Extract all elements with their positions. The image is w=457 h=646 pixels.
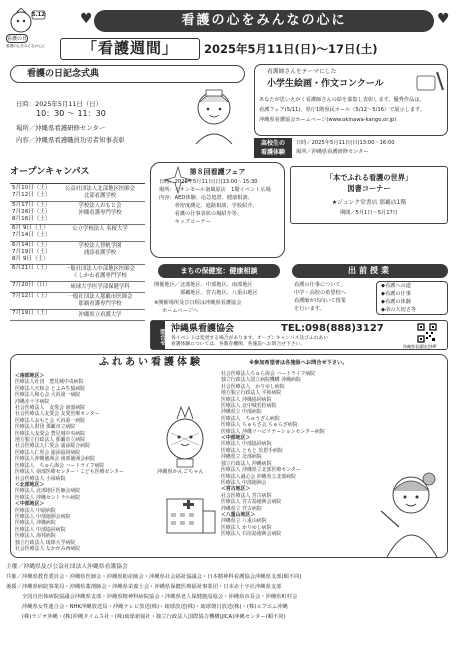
badge-date: 5.12 [32, 12, 45, 18]
facility-item: 医療法人 宮古島徳洲会病院 [221, 499, 282, 506]
clinic-title: まちの保健室：健康相談 [158, 264, 280, 278]
hs-experience [248, 138, 448, 160]
facility-item: 医療法人誠心会 沖縄県立北部病院 [221, 473, 296, 480]
contact-box [150, 320, 448, 350]
open-campus-school: 学校法人おもと会 沖縄看護専門学校 [78, 203, 122, 216]
facility-item: 医療法人おもと会 大浜第一病院 [15, 417, 86, 424]
contest-body-2: 看護フェア(5/11)、県庁1階県民ホール（5/12〜5/16）で展示します。 [259, 107, 426, 113]
ceremony-place: 場所／沖縄県看護研修センター [16, 124, 106, 132]
facility-item: 沖縄県立 八重山病院 [221, 518, 267, 525]
nurse-girl-illustration-icon [377, 465, 447, 557]
footer-organizer: 主催／沖縄県及び公益社団法人沖縄県看護協会 [6, 564, 128, 570]
outreach-topic-2: ◆看護の仕事 [381, 291, 411, 297]
outreach-line-2: 中学・高校の希望校へ [294, 290, 346, 296]
badge-sub: 看護の心をみんなの心に [6, 44, 46, 48]
facility-item: 独立行政法人国立病院機構 沖縄病院 [221, 377, 301, 384]
hs-place: 場所／沖縄県看護研修センター [296, 149, 369, 155]
clinic-note-2: ホームページへ [162, 308, 199, 314]
facility-item: 社会医療法人ちゅら海会 ハートライフ病院 [221, 371, 316, 377]
books-box [290, 166, 448, 224]
experience-box [10, 354, 448, 558]
facility-item: 医療法人財団 那覇市立病院 [15, 424, 76, 431]
facility-item: 沖縄県立 宮古病院 [221, 505, 262, 512]
facility-item: 社会医療法人仁愛会 浦添総合病院 [15, 443, 90, 450]
facility-item: 医療法人 海邦病院 [15, 533, 56, 540]
open-campus-dates: 6月14日（土） 7月19日（土） 8月 9日（土） [12, 242, 51, 262]
facility-item: 社会医療法人 友愛会 南部病院 [15, 405, 86, 412]
fair-title: 第８回看護フェア [189, 168, 246, 176]
books-place: ★ジュンク堂書店 那覇店1階 [331, 200, 407, 206]
open-campus-school: 琉球大学医学部保健学科 [70, 284, 130, 290]
facility-item: 医療法人 中部協同病院 [221, 441, 272, 448]
facility-item: 医療法人 ちゅらさ会 ちゅらざ病院 [221, 422, 298, 429]
region-heading: ＜宮古地区＞ [221, 486, 251, 493]
mascot-label: 沖縄県かんごちゃん [157, 469, 204, 475]
open-campus-row [10, 225, 145, 242]
hs-date: 日時／2025年5月11日(日)13:00〜16:00 [296, 140, 395, 146]
open-campus-school: 学校法人智帆学園 浦添看護学校 [78, 243, 122, 256]
nurse-illustration-icon [186, 86, 242, 144]
footer-support-4: (株)ラジオ沖縄・(株)沖縄タイムス社・(株)琉球新報社・独立行政法人国際協力機構(JICA)沖縄センター(順不同) [6, 614, 286, 620]
open-campus-dates: 7月20日（日） [12, 282, 51, 288]
open-campus-row [10, 282, 145, 293]
facility-item: 社会医療法人 宮古病院 [221, 492, 272, 499]
fair-content-2: 骨密度測定、進路相談、学校紹介、 [159, 203, 258, 209]
hs-label-1: 高校生の [260, 140, 285, 147]
open-campus-dates: 5月17日（土） 7月26日（土） 8月16日（土） [12, 202, 51, 222]
ceremony-section [10, 86, 246, 156]
facility-item: 医療法人 沖縄県立北部医療センター [221, 467, 301, 474]
heart-icon: ♥ [437, 11, 450, 27]
week-dates: 2025年5月11日(日)〜17日(土) [204, 42, 378, 56]
facility-item: 医療法人 北部地区医師会病院 [15, 488, 81, 495]
open-campus-school: 沖縄県立看護大学 [78, 312, 122, 318]
facility-item: 医療法人 南部医療センター・こども医療センター [15, 469, 124, 476]
facility-item: 医療法人 石垣島徳洲会病院 [221, 531, 282, 538]
facility-item: 医療法人 ちゅうざん病院 [221, 415, 280, 422]
ceremony-title-text: 看護の日記念式典 [27, 69, 100, 79]
region-heading: ＜中部地区＞ [221, 435, 251, 442]
contact-note-1: 各イベントは変更する場合があります。オープンキャンパス及びふれあい [171, 336, 329, 341]
open-campus-dates: 6月21日（土） [12, 265, 51, 271]
heart-icon: ♥ [80, 11, 93, 27]
region-heading: ＜八重山地区＞ [221, 511, 256, 518]
facility-item: 医療法人 ちゅら海会 ハートライフ病院 [15, 462, 105, 469]
kango-no-hi-badge [6, 8, 48, 48]
open-campus-school: 一般社団法人那覇市医師会 那覇看護専門学校 [67, 294, 133, 307]
facility-item: 医療法人 ともと 於恩手病院 [221, 447, 283, 454]
open-campus-row [10, 310, 145, 321]
slogan-banner: 看護の心をみんなの心に [94, 10, 434, 32]
ceremony-date: 日時：2025年5月11日（日） [16, 100, 102, 108]
open-campus-dates: 7月19日（土） [12, 310, 51, 316]
fair-box [150, 162, 285, 258]
experience-list-central-miyako-yaeyama [221, 371, 381, 538]
facility-item: 医療法人 沖縄セントラル病院 [15, 494, 80, 501]
experience-list-south-north-central [15, 373, 155, 552]
facility-item: 社会医療法人友愛会 友愛医療センター [15, 411, 100, 418]
open-campus-school: 一般社団法人中部地区医師会 くしかわ看護専門学校 [64, 266, 136, 279]
contact-tel: TEL:098(888)3127 [281, 323, 384, 334]
facility-item: 医療法人 北中城若松病院 [221, 403, 277, 410]
outreach-topics [376, 281, 448, 315]
facility-item: 社会医療法人 かりゆし病院 [221, 383, 285, 390]
facility-item: 医療法人 中部協同病院 [15, 526, 66, 533]
fair-content-3: 看護の仕事表彰の場紹介等、 [159, 211, 243, 217]
contest-box [254, 64, 448, 136]
open-campus-row [10, 202, 145, 225]
footer [6, 562, 452, 622]
contest-lead: 看護師さんをテーマにした [267, 69, 337, 75]
facility-item: 沖縄県立 中部病院 [221, 409, 262, 416]
experience-title-area [71, 355, 241, 371]
crayon-icon [415, 68, 445, 94]
outreach-title: 出前授業 [292, 264, 448, 278]
outreach-topic-3: ◆看護の体験 [381, 299, 411, 305]
week-title: 「看護週間」 [60, 38, 200, 60]
open-campus-dates: 7月12日（土） [12, 293, 51, 299]
outreach-line-4: を行います。 [294, 306, 325, 312]
contact-note-2: 看護体験については、各教育機関、各施設へお問合せ下さい。 [171, 342, 306, 347]
open-campus-row [10, 242, 145, 265]
books-title-2: 図書コーナー [347, 184, 391, 193]
contest-title: 小学生絵画・作文コンクール [267, 79, 384, 89]
outreach-topic-4: ◆命の大切さ等 [381, 307, 417, 313]
ceremony-title [10, 65, 245, 83]
outreach-line-3: 看護師が出向いて授業 [294, 298, 346, 304]
qr-code-icon[interactable] [417, 323, 437, 343]
experience-title: ふれあい看護体験 [99, 357, 203, 368]
facility-item: 沖縄赤十字病院 [15, 398, 50, 405]
footer-support-2: 全国自治体病院協議会沖縄県支部・沖縄県精神科病院協会・沖縄県老人保健施設協会・沖縄県市長会・沖縄県町村会 [6, 594, 298, 600]
qr-label: 沖縄県看護協会HP [403, 344, 437, 349]
badge-label: 看護の日 [7, 36, 28, 42]
facility-item: 沖縄県立 北部病院 [221, 454, 262, 461]
open-campus-dates: 5月10日（土） 7月12日（土） [12, 185, 51, 198]
open-campus-dates: 6月 9日（土） 7月14日（土） [12, 225, 51, 238]
footer-cosponsor: 共催／沖縄県教育委員会・沖縄県医師会・沖縄県助産師会・沖縄県社会福祉協議会・日本精神科看護協会沖縄県支部(順不同) [6, 574, 302, 580]
facility-item: 医療法人友愛会 豊見城中央病院 [15, 430, 86, 437]
clinic-line-1: 開催地区／北部地区、中部地区、南部地区 [154, 282, 253, 288]
books-title-1: 「本でふれる看護の世界」 [325, 173, 413, 182]
facility-item: 医療法人 かりゆし病院 [221, 524, 272, 531]
fair-content-4: キッズコーナー [159, 219, 211, 225]
facility-item: 医療法人 沖縄病院 [15, 520, 56, 527]
facility-item: 医療法人仁厚会 浦添協同病院 [15, 449, 81, 456]
facility-item: 社会医療法人 なかがみ西病院 [15, 545, 81, 552]
open-campus-row [10, 265, 145, 282]
open-campus-school: 公益社団法人北部地区医師会 北部看護学校 [64, 186, 136, 199]
facility-item: 医療法人社団 豊見城中央病院 [15, 379, 84, 386]
open-campus-school: 公立学校法人 名桜大学 [72, 226, 128, 232]
hospital-building-icon [161, 491, 217, 535]
facility-item: 地方独立行政法人 平和病院 [221, 390, 282, 397]
facility-item: 医療法人 沖縄協同病院 [221, 396, 272, 403]
facility-item: 独立行政法人 琉球大学病院 [15, 539, 76, 546]
contact-org: 沖縄県看護協会 [171, 324, 235, 334]
contest-body-3: 沖縄県看護協会ホームページ(www.okinawa-kango.or.jp) [259, 117, 397, 123]
facility-item: 医療法人 中部徳洲会病院 [15, 513, 71, 520]
region-heading: ＜北部地区＞ [15, 481, 45, 488]
ceremony-content: 内容／沖縄県看護職員功労者知事表彰 [16, 136, 125, 144]
clinic-note-1: ※開催場所及び日程は沖縄県看護協会 [154, 300, 242, 306]
facility-item: 地方独立行政法人 那覇市立病院 [15, 437, 86, 444]
fair-date: 日時：2025年5月11日(日)13:00〜15:30 [159, 179, 258, 185]
facility-item: 医療法人 中頭病院 [15, 507, 56, 514]
footer-support-1: 後援／沖縄県病院事業局・沖縄県薬剤師会・沖縄県栄養士会・沖縄県保健医療福祉事業団・日本赤十字社沖縄県支部 [6, 584, 282, 590]
hs-label [254, 138, 292, 158]
facility-item: 医療法人 沖縄リハビリテーションセンター病院 [221, 428, 325, 435]
fair-place: 場所：イオンモール南風原店 1階イベント広場 [159, 187, 271, 193]
facility-item: 医療法人天和会 とよみ生協病院 [15, 385, 86, 392]
experience-note: ※参加希望者は各施設へお問合せ下さい。 [249, 360, 348, 366]
open-campus-title: オープンキャンパス [10, 167, 90, 177]
hs-label-2: 看護体験 [260, 149, 285, 156]
open-campus-row [10, 185, 145, 202]
clinic-line-2: 那覇地区、宮古地区、八重山地区 [154, 290, 258, 296]
fair-content-1: 内容：AED体験、応急処置、健康相談、 [159, 195, 253, 201]
books-period: 期間／5月1日〜5月17日 [339, 210, 398, 216]
ceremony-time: 10：30 〜 11：30 [36, 109, 106, 118]
footer-support-3: 沖縄県女性連合会・NHK沖縄放送局・沖縄テレビ放送(株)・琉球放送(株)・琉球朝日放送(株)・(株)エフエム沖縄 [6, 604, 288, 610]
outreach-line-1: 看護の仕事について、 [294, 282, 346, 288]
region-heading: ＜南部地区＞ [15, 373, 45, 379]
contest-body-1: あなたが思いえがく看護師さんの絵を募集し表彰します。優秀作品は、 [259, 97, 425, 103]
facility-item: 医療法人沖縄徳洲会 南部徳洲会病院 [15, 456, 95, 463]
pineapple-mascot-icon [157, 405, 213, 469]
contact-label: 問合せ [151, 321, 165, 349]
region-heading: ＜中部地区＞ [15, 501, 45, 508]
facility-item: 社会医療法人 小禄病院 [15, 475, 66, 482]
facility-item: 独立行政法人 沖縄病院 [221, 460, 272, 467]
open-campus-row [10, 293, 145, 310]
facility-item: 医療法人和心会 大浜第一病院 [15, 392, 81, 399]
outreach-topic-1: ◆看護への道 [381, 283, 411, 289]
facility-item: 医療法人 中部徳洲会 [221, 479, 267, 486]
